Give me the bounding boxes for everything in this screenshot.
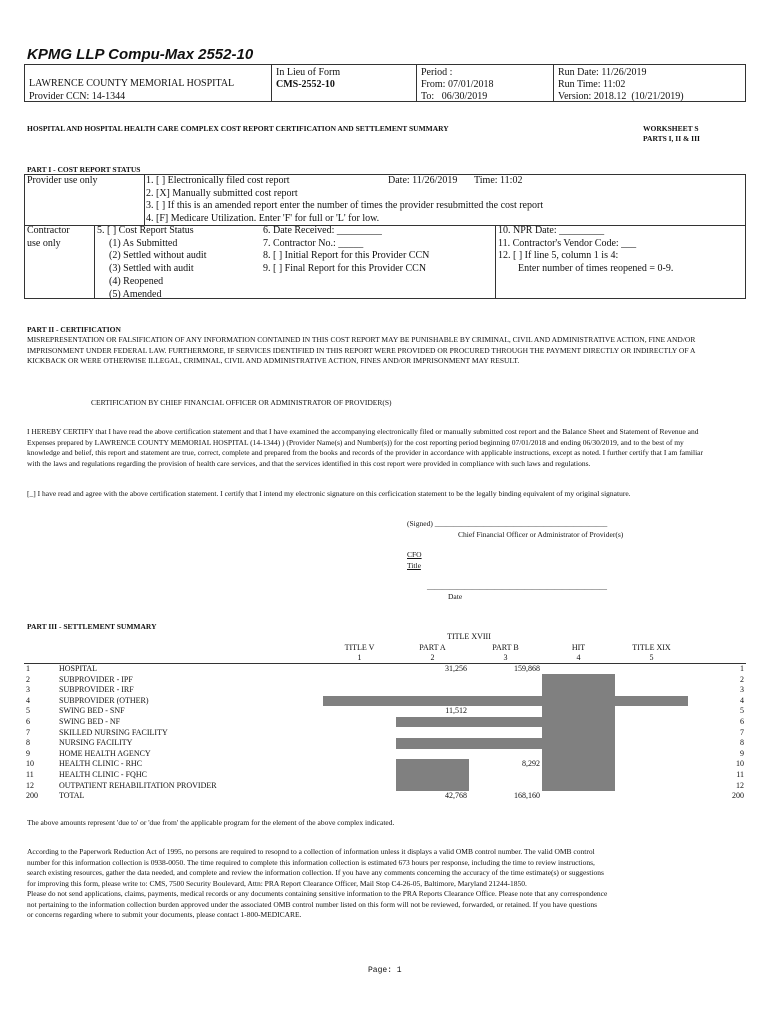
status-option: (4) Reopened <box>109 275 164 287</box>
row-number-right: 3 <box>740 685 744 695</box>
amount-cell: 8,292 <box>522 759 540 769</box>
amount-cell <box>615 674 688 685</box>
amount-cell <box>615 727 688 738</box>
amount-cell: 168,160 <box>514 791 540 801</box>
col-num: 3 <box>503 653 508 663</box>
amount-cell <box>469 738 542 749</box>
amount-cell <box>396 759 469 770</box>
amount-cell <box>323 717 396 728</box>
title-label: Title <box>407 561 421 570</box>
row-number-right: 1 <box>740 664 744 674</box>
part1-heading: PART I - COST REPORT STATUS <box>27 165 141 174</box>
part3-heading: PART III - SETTLEMENT SUMMARY <box>27 622 157 631</box>
filed-date: Date: 11/26/2019 <box>388 175 458 186</box>
col-head-part-a: PART A <box>419 642 446 652</box>
filed-time: Time: 11:02 <box>474 175 523 186</box>
row-number: 3 <box>26 685 30 695</box>
row-label: HEALTH CLINIC - RHC <box>59 759 143 769</box>
settlement-row <box>24 780 746 791</box>
run-date: Run Date: 11/26/2019 <box>558 67 647 78</box>
status-option: (2) Settled without audit <box>109 250 207 262</box>
row-label: HEALTH CLINIC - FQHC <box>59 770 147 780</box>
settlement-row <box>24 674 746 685</box>
row-number-right: 200 <box>732 791 744 801</box>
row-label: SWING BED - SNF <box>59 706 125 716</box>
paperwork-line: According to the Paperwork Reduction Act of 1995, no persons are required to resopnd to a collection of information unless it displays a valid OMB control number. The valid OMB control <box>27 847 595 856</box>
cert-text: I HEREBY CERTIFY that I have read the above certification statement and that I have examined the accompanying electronically filed or manually submitted cost report and the Balance Sheet and Statement of Revenue and Expenses prepared by LAWRENCE COUNTY MEMORIAL HOSPITAL (14-1344) ) (Provider Name(s) and Number(s)) for the cost reporting period beginning 07/01/2018 and ending 06/30/2019, and to the best of my knowledge and belief, this report and statement are true, correct, complete and prepared from the books and records of the provider in accordance with applicable instructions, except as noted. I further certify that I am familiar with the laws and regulations regarding the provision of health care services, and that the services identified in this cost report were provided in compliance with such laws and regulations. <box>27 427 703 468</box>
amount-cell <box>469 706 542 717</box>
row-number: 8 <box>26 738 30 748</box>
paperwork-line: search existing resources, gather the data needed, and complete and review the information collection. If you have any comments concerning the accuracy of the time estimate(s) or suggestions <box>27 868 604 877</box>
row-number-right: 10 <box>736 759 744 769</box>
status-line-2: 2. [X] Manually submitted cost report <box>146 187 298 199</box>
settlement-table <box>24 632 746 802</box>
amount-cell <box>323 770 396 781</box>
line5-condition: 12. [ ] If line 5, column 1 is 4: <box>498 250 619 262</box>
paperwork-line: for improving this form, please write to: CMS, 7500 Security Boulevard, Attn: PRA Report Clearance Officer, Mail Stop C4-26-05, Baltimore, Maryland 21244-1850. <box>27 878 527 888</box>
period-label: Period : <box>421 67 453 78</box>
signer-role: Chief Financial Officer or Administrator of Provider(s) <box>458 530 624 539</box>
amount-cell <box>615 770 688 781</box>
worksheet-parts: PARTS I, II & III <box>643 134 700 143</box>
amount-cell <box>542 685 615 696</box>
amount-cell <box>396 770 469 781</box>
row-label: HOSPITAL <box>59 664 98 674</box>
date-label: Date <box>448 592 463 601</box>
cost-report-status: 5. [ ] Cost Report Status <box>97 225 194 236</box>
lieu-label: In Lieu of Form <box>276 67 341 78</box>
status-line-3: 3. [ ] If this is an amended report enter the number of times the provider resubmitted the cost report <box>146 200 544 212</box>
col-num: 2 <box>430 653 435 663</box>
row-number: 9 <box>26 748 30 758</box>
row-number-right: 4 <box>740 695 744 705</box>
cert-heading: CERTIFICATION BY CHIEF FINANCIAL OFFICER OR ADMINISTRATOR OF PROVIDER(S) <box>91 398 392 407</box>
provider-use-only: Provider use only <box>27 175 98 186</box>
status-line-4: 4. [F] Medicare Utilization. Enter 'F' for full or 'L' for low. <box>146 213 380 225</box>
reopen-count: Enter number of times reopened = 0-9. <box>518 263 674 275</box>
row-number: 5 <box>26 706 30 716</box>
col-head-part-b: PART B <box>492 642 519 652</box>
settlement-row <box>24 706 746 717</box>
worksheet-label: WORKSHEET S <box>643 124 699 133</box>
amount-cell <box>469 770 542 781</box>
row-number: 1 <box>26 664 30 674</box>
status-option: (1) As Submitted <box>109 237 178 249</box>
amount-cell <box>323 674 396 685</box>
amount-cell <box>396 685 469 696</box>
col-head-title-xix: TITLE XIX <box>632 642 671 652</box>
amount-cell: 31,256 <box>445 664 467 674</box>
amount-cell <box>323 727 396 738</box>
date-line: ________________________________________________ <box>427 582 607 591</box>
part2-heading: PART II - CERTIFICATION <box>27 325 121 334</box>
row-number: 11 <box>26 770 34 780</box>
settlement-row <box>24 727 746 738</box>
row-label: SUBPROVIDER - IPF <box>59 674 133 684</box>
paperwork-line: number for this information collection is 0938-0050. The time required to complete this information collection is estimated 673 hours per response, including the time to review instructions, <box>27 857 595 867</box>
col-num: 1 <box>357 653 362 663</box>
col-head-hit: HIT <box>571 642 586 652</box>
contractor-use-only: use only <box>27 237 61 249</box>
amount-cell <box>615 685 688 696</box>
amount-cell <box>615 696 688 707</box>
amount-cell <box>469 780 542 791</box>
form-number: CMS-2552-10 <box>276 79 335 90</box>
amount-cell <box>323 706 396 717</box>
amount-cell <box>542 696 615 707</box>
amount-cell <box>615 706 688 717</box>
amount-cell <box>469 685 542 696</box>
row-label: SWING BED - NF <box>59 717 121 727</box>
hospital-name: LAWRENCE COUNTY MEMORIAL HOSPITAL <box>29 78 235 89</box>
amount-cell: 11,512 <box>445 706 467 716</box>
row-number-right: 11 <box>736 770 744 780</box>
amount-cell <box>615 717 688 728</box>
signed-line: (Signed) ______________________________________________ <box>407 519 608 528</box>
amount-cell <box>469 674 542 685</box>
amount-cell <box>542 770 615 781</box>
amount-cell <box>396 727 469 738</box>
settlement-row <box>24 696 746 707</box>
amount-cell <box>615 780 688 791</box>
amount-cell <box>323 738 396 749</box>
amount-cell: 42,768 <box>445 791 467 801</box>
period-from: From: 07/01/2018 <box>421 79 494 90</box>
page-number: Page: 1 <box>368 966 402 975</box>
warning-text: MISREPRESENTATION OR FALSIFICATION OF ANY INFORMATION CONTAINED IN THIS COST REPORT MAY BE PUNISHABLE BY CRIMINAL, CIVIL AND ADMINISTRATIVE ACTION, FINE AND/OR IMPRISONMENT UNDER FEDERAL LAW. FURTHERMORE, IF SERVICES IDENTIFIED IN THIS REPORT WERE PROVIDED OR PROCURED THROUGH THE PAYMENT DIRECTLY OR INDIRECTLY OF A KICKBACK OR WERE OTHERWISE ILLEGAL, CRIMINAL, CIVIL AND ADMINISTRATIVE ACTION, FINES AND/OR IMPRISONMENT MAY RESULT. <box>27 335 696 365</box>
status-option: (5) Amended <box>109 288 162 300</box>
amount-cell <box>396 674 469 685</box>
title-xviii-header: TITLE XVIII <box>447 632 491 642</box>
row-number: 6 <box>26 717 30 727</box>
contractor-no: 7. Contractor No.: _____ <box>263 237 364 249</box>
row-number: 2 <box>26 674 30 684</box>
amount-cell <box>323 749 396 760</box>
amount-cell <box>542 780 615 791</box>
row-label: SKILLED NURSING FACILITY <box>59 727 168 737</box>
amount-cell <box>615 791 688 802</box>
status-line-1: 1. [ ] Electronically filed cost report <box>146 175 290 186</box>
amount-cell <box>542 717 615 728</box>
row-label: HOME HEALTH AGENCY <box>59 748 151 758</box>
amount-cell <box>323 685 396 696</box>
period-to: To: 06/30/2019 <box>421 91 488 102</box>
row-number: 4 <box>26 695 30 705</box>
row-number-right: 5 <box>740 706 744 716</box>
row-number-right: 9 <box>740 748 744 758</box>
amount-cell <box>615 759 688 770</box>
agree-statement: [_] I have read and agree with the above certification statement. I certify that I intend my electronic signature on this cerficication statement to be the legally binding equivalent of my original signature. <box>27 489 631 498</box>
status-option: (3) Settled with audit <box>109 263 194 275</box>
amount-cell <box>323 759 396 770</box>
amount-cell <box>542 664 615 675</box>
row-number: 7 <box>26 727 30 737</box>
amount-cell <box>542 759 615 770</box>
row-number: 10 <box>26 759 34 769</box>
contractor-label: Contractor <box>27 225 70 236</box>
amount-cell <box>469 696 542 707</box>
run-time: Run Time: 11:02 <box>558 79 626 90</box>
version: Version: 2018.12 (10/21/2019) <box>558 91 684 102</box>
settlement-row <box>24 685 746 696</box>
settlement-row <box>24 717 746 728</box>
amount-cell <box>542 738 615 749</box>
row-label: TOTAL <box>59 791 85 801</box>
report-title: HOSPITAL AND HOSPITAL HEALTH CARE COMPLEX COST REPORT CERTIFICATION AND SETTLEMENT SUMMARY <box>27 124 449 133</box>
amount-cell <box>323 696 396 707</box>
amount-cell <box>615 738 688 749</box>
provider-ccn: Provider CCN: 14-1344 <box>29 91 126 102</box>
paperwork-line: or concerns regarding where to submit your documents, please contact 1-800-MEDICARE. <box>27 910 302 919</box>
amount-cell <box>542 749 615 760</box>
amounts-note: The above amounts represent 'due to' or 'due from' the applicable program for the element of the above complex indicated. <box>27 818 395 827</box>
amount-cell <box>542 791 615 802</box>
settlement-row <box>24 759 746 770</box>
amount-cell <box>615 664 688 675</box>
amount-cell <box>396 717 469 728</box>
amount-cell <box>542 727 615 738</box>
amount-cell <box>469 749 542 760</box>
amount-cell <box>615 749 688 760</box>
row-label: OUTPATIENT REHABILITATION PROVIDER <box>59 780 217 790</box>
npr-date: 10. NPR Date: _________ <box>498 225 605 236</box>
amount-cell <box>396 696 469 707</box>
amount-cell <box>542 674 615 685</box>
amount-cell <box>396 738 469 749</box>
row-label: SUBPROVIDER (OTHER) <box>59 695 149 705</box>
date-received: 6. Date Received: _________ <box>263 225 382 236</box>
cfo-title: CFO <box>407 550 422 559</box>
header-box <box>24 64 746 102</box>
col-head-title-v: TITLE V <box>344 642 375 652</box>
vendor-code: 11. Contractor's Vendor Code: ___ <box>498 237 637 249</box>
row-number-right: 8 <box>740 738 744 748</box>
amount-cell <box>323 791 396 802</box>
row-label: NURSING FACILITY <box>59 738 133 748</box>
amount-cell <box>542 706 615 717</box>
row-number-right: 6 <box>740 717 744 727</box>
row-number-right: 7 <box>740 727 744 737</box>
amount-cell <box>469 727 542 738</box>
amount-cell <box>396 780 469 791</box>
row-number-right: 12 <box>736 780 744 790</box>
row-number: 12 <box>26 780 34 790</box>
settlement-row <box>24 664 746 675</box>
amount-cell <box>323 780 396 791</box>
settlement-row <box>24 770 746 781</box>
final-report: 9. [ ] Final Report for this Provider CCN <box>263 263 427 275</box>
initial-report: 8. [ ] Initial Report for this Provider CCN <box>263 250 430 262</box>
row-label: SUBPROVIDER - IRF <box>59 685 134 695</box>
row-number: 200 <box>26 791 38 801</box>
row-number-right: 2 <box>740 674 744 684</box>
col-num: 5 <box>649 653 654 663</box>
report-header-title: KPMG LLP Compu-Max 2552-10 <box>27 46 254 63</box>
amount-cell <box>323 664 396 675</box>
col-num: 4 <box>576 653 581 663</box>
amount-cell <box>396 749 469 760</box>
amount-cell: 159,868 <box>514 664 540 674</box>
settlement-row <box>24 791 746 802</box>
settlement-row <box>24 738 746 749</box>
amount-cell <box>469 717 542 728</box>
settlement-row <box>24 749 746 760</box>
paperwork-line: not pertaining to the information collection burden approved under the associated OMB control number listed on this form will not be reviewed, forwarded, or retained. If you have questions <box>27 899 598 909</box>
paperwork-line: Please do not send applications, claims, payments, medical records or any documents containing sensitive information to the PRA Reports Clearance Office. Please note that any correspondence <box>27 889 608 898</box>
